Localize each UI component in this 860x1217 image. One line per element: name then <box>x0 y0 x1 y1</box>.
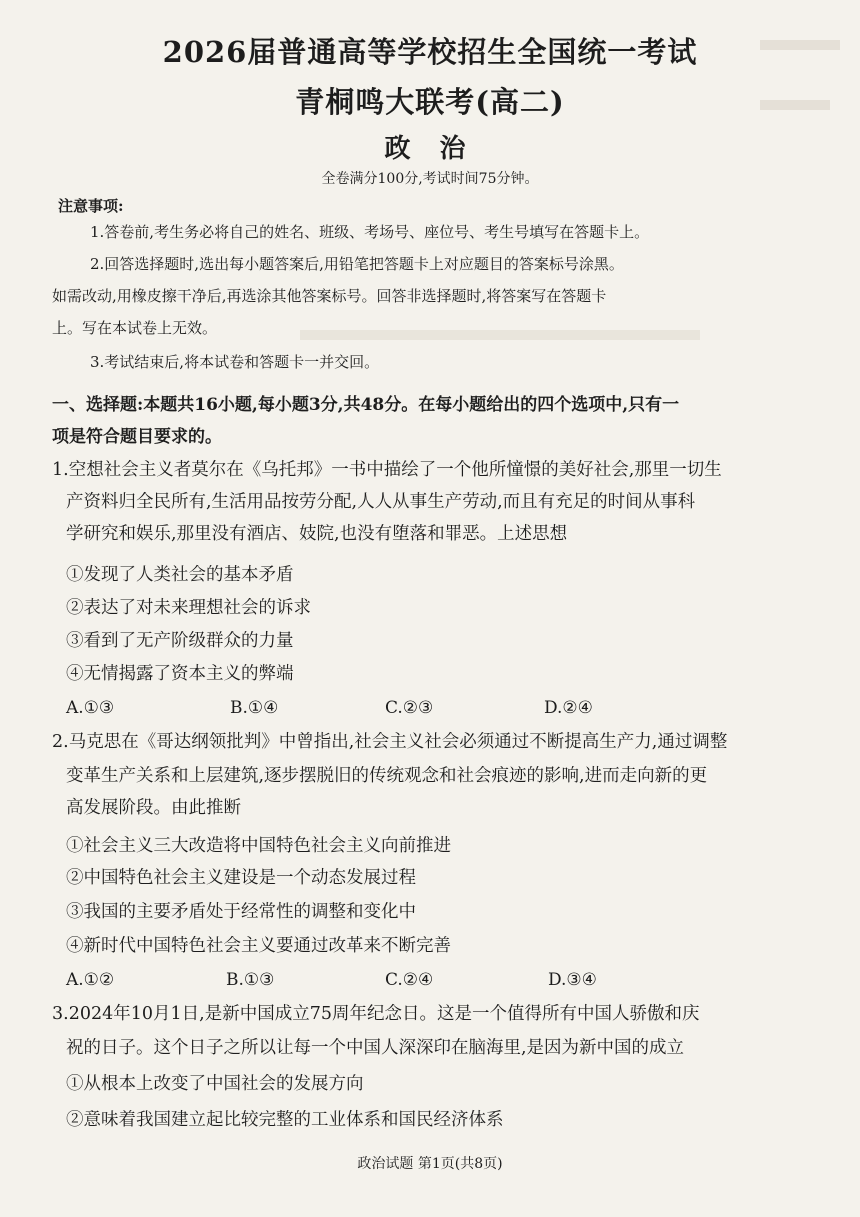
q2-statement-1: ①社会主义三大改造将中国特色社会主义向前推进 <box>66 836 451 856</box>
q2-option-a[interactable]: A.①② <box>66 970 115 990</box>
notice-item-2-line3: 上。写在本试卷上无效。 <box>52 319 218 337</box>
q2-stem-line3: 高发展阶段。由此推断 <box>66 798 241 818</box>
q2-stem-line1: 2.马克思在《哥达纲领批判》中曾指出,社会主义社会必须通过不断提高生产力,通过调整 <box>52 732 728 752</box>
q2-stem-line2: 变革生产关系和上层建筑,逐步摆脱旧的传统观念和社会痕迹的影响,进而走向新的更 <box>66 766 708 786</box>
q1-stem-line2: 产资料归全民所有,生活用品按劳分配,人人从事生产劳动,而且有充足的时间从事科 <box>66 492 696 512</box>
q2-statement-4: ④新时代中国特色社会主义要通过改革来不断完善 <box>66 936 451 956</box>
q1-option-a[interactable]: A.①③ <box>66 698 115 718</box>
subject-title: 政 治 <box>384 134 476 164</box>
q1-stem-line1: 1.空想社会主义者莫尔在《乌托邦》一书中描绘了一个他所憧憬的美好社会,那里一切生 <box>52 460 722 480</box>
q1-stem-line3: 学研究和娱乐,那里没有酒店、妓院,也没有堕落和罪恶。上述思想 <box>66 524 568 544</box>
notice-item-3: 3.考试结束后,将本试卷和答题卡一并交回。 <box>90 353 380 371</box>
q3-statement-2: ②意味着我国建立起比较完整的工业体系和国民经济体系 <box>66 1110 504 1130</box>
notice-item-1: 1.答卷前,考生务必将自己的姓名、班级、考场号、座位号、考生号填写在答题卡上。 <box>90 223 650 241</box>
section-heading-line2: 项是符合题目要求的。 <box>52 427 222 447</box>
q3-stem-line2: 祝的日子。这个日子之所以让每一个中国人深深印在脑海里,是因为新中国的成立 <box>66 1038 685 1058</box>
notice-item-2-line1: 2.回答选择题时,选出每小题答案后,用铅笔把答题卡上对应题目的答案标号涂黑。 <box>90 255 624 273</box>
q1-option-d[interactable]: D.②④ <box>544 698 593 718</box>
q3-statement-1: ①从根本上改变了中国社会的发展方向 <box>66 1074 364 1094</box>
page-footer: 政治试题 第1页(共8页) <box>357 1156 503 1172</box>
exam-meta: 全卷满分100分,考试时间75分钟。 <box>321 171 539 187</box>
q2-option-b[interactable]: B.①③ <box>226 970 275 990</box>
q1-statement-1: ①发现了人类社会的基本矛盾 <box>66 565 294 585</box>
exam-title-line2: 青桐鸣大联考(高二) <box>295 85 565 119</box>
q1-option-c[interactable]: C.②③ <box>385 698 434 718</box>
q2-statement-2: ②中国特色社会主义建设是一个动态发展过程 <box>66 868 416 888</box>
exam-title-line1: 2026届普通高等学校招生全国统一考试 <box>162 35 698 69</box>
q1-statement-2: ②表达了对未来理想社会的诉求 <box>66 598 311 618</box>
q1-statement-4: ④无情揭露了资本主义的弊端 <box>66 664 294 684</box>
q2-option-c[interactable]: C.②④ <box>385 970 434 990</box>
notice-item-2-line2: 如需改动,用橡皮擦干净后,再选涂其他答案标号。回答非选择题时,将答案写在答题卡 <box>52 287 607 305</box>
q3-stem-line1: 3.2024年10月1日,是新中国成立75周年纪念日。这是一个值得所有中国人骄傲和庆 <box>52 1004 700 1024</box>
q1-option-b[interactable]: B.①④ <box>230 698 279 718</box>
section-heading-line1: 一、选择题:本题共16小题,每小题3分,共48分。在每小题给出的四个选项中,只有一 <box>52 395 680 415</box>
q2-option-d[interactable]: D.③④ <box>548 970 597 990</box>
notice-heading: 注意事项: <box>58 197 124 215</box>
q2-statement-3: ③我国的主要矛盾处于经常性的调整和变化中 <box>66 902 416 922</box>
q1-statement-3: ③看到了无产阶级群众的力量 <box>66 631 294 651</box>
